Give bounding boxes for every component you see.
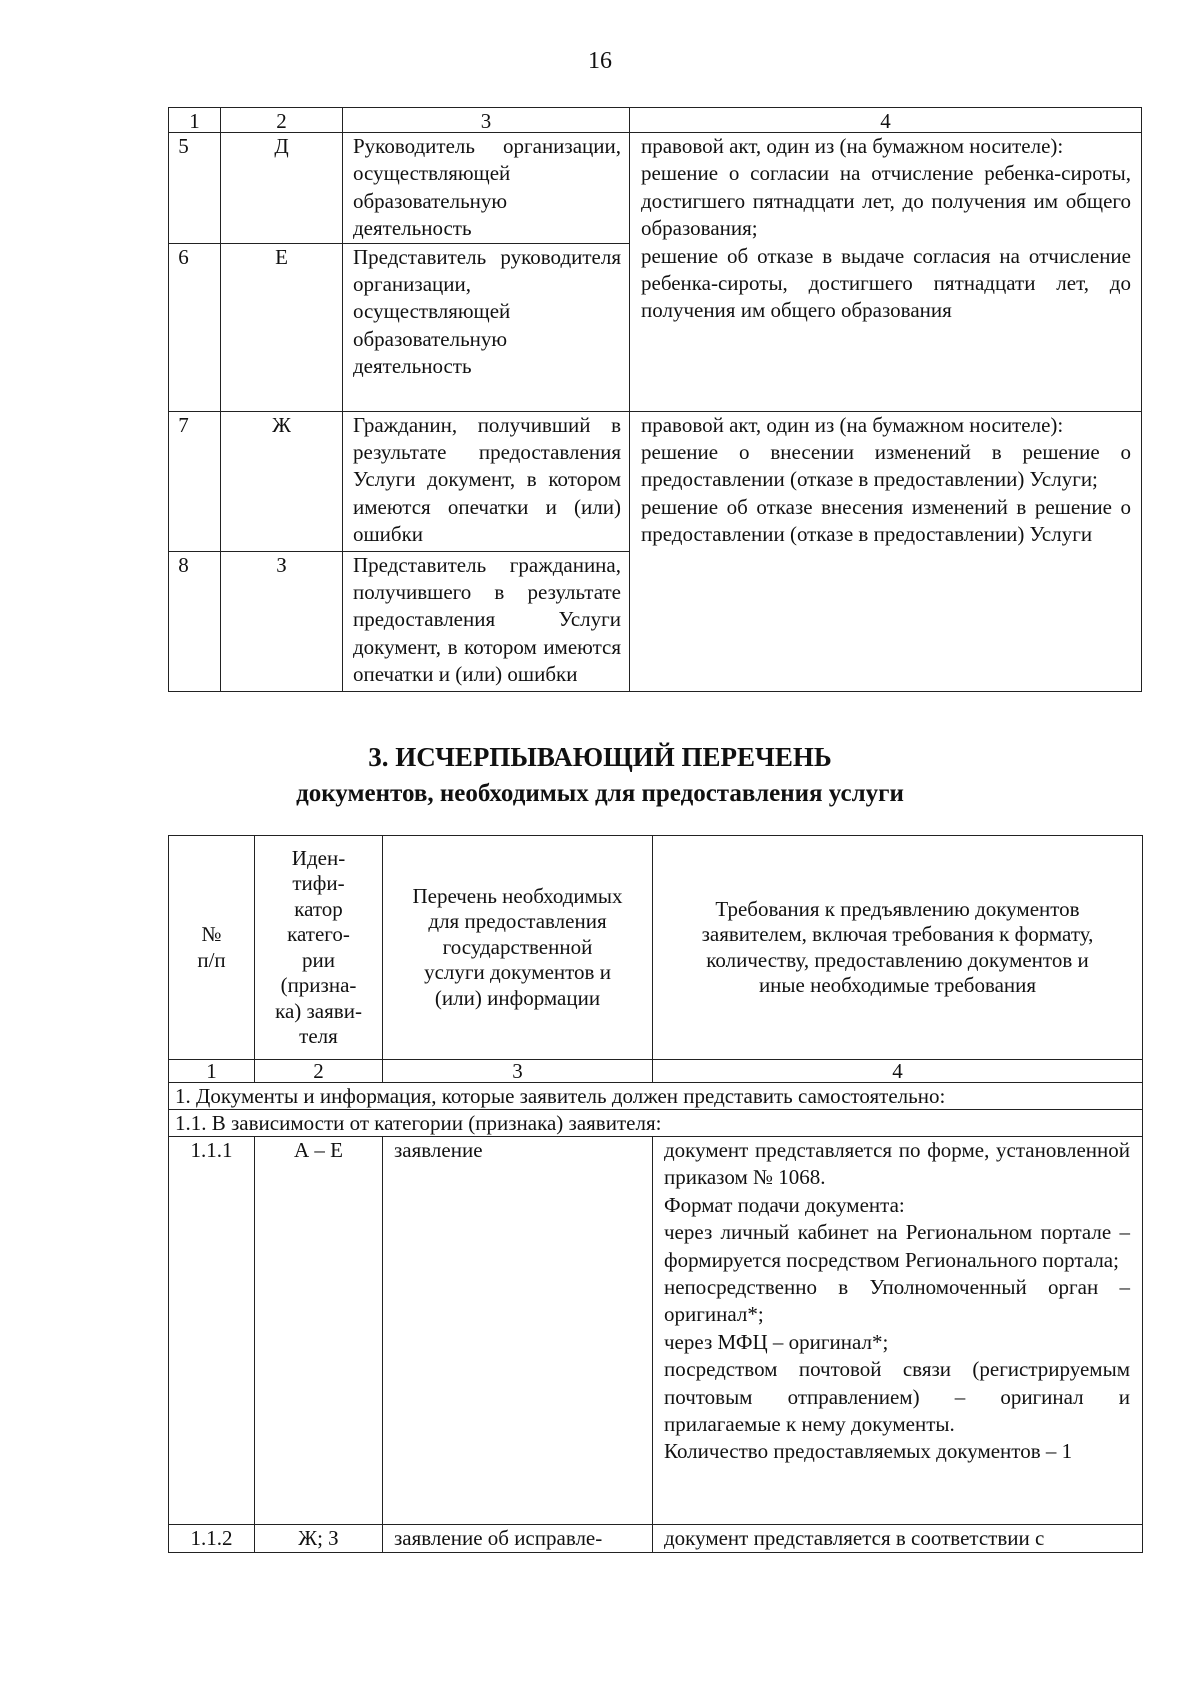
header-line: п/п [197,947,226,972]
document-name: заявление об исправле- [383,1525,653,1553]
docs-line: правовой акт, один из (на бумажном носителе): [641,412,1064,437]
header-requirements-cell [653,836,1143,1060]
row-number: 6 [169,243,221,411]
required-documents-table [168,835,1143,1553]
section-row [169,1083,1143,1110]
header-line: для предоставления [428,909,607,934]
docs-line: решение о внесении изменений в решение о предоставлении (отказе в предоставлении) Услуги; [641,440,1131,492]
column-number: 2 [255,1060,383,1083]
category-description: Представитель руководителя организации, осуществляющей образовательную деятельность [343,243,630,411]
category-description: Гражданин, получивший в результате предоставления Услуги документ, в котором имеются опечатки и (или) ошибки [343,411,630,551]
category-code: Е [221,243,343,411]
header-line: услуги документов и [424,960,611,985]
subsection-row-text: 1.1. В зависимости от категории (признака) заявителя: [169,1110,1143,1137]
column-number: 4 [653,1060,1143,1083]
section-row-text: 1. Документы и информация, которые заявитель должен представить самостоятельно: [169,1083,1143,1110]
column-number: 1 [169,1060,255,1083]
category-code: А – Е [255,1137,383,1525]
requirement-line: непосредственно в Уполномоченный орган – оригинал*; [664,1275,1130,1327]
header-line: № [201,922,222,946]
section-subtitle: документов, необходимых для предоставления услуги [296,780,904,807]
category-code: З [221,551,343,691]
table-header-row [169,836,1143,1060]
header-line: теля [299,1024,338,1048]
category-code: Ж; З [255,1525,383,1553]
subsection-row [169,1110,1143,1137]
table-row [169,1137,1143,1525]
section-title: 3. ИСЧЕРПЫВАЮЩИЙ ПЕРЕЧЕНЬ [368,742,832,772]
category-code: Ж [221,411,343,551]
header-line: катего- [287,922,350,946]
requirement-line: через МФЦ – оригинал*; [664,1329,889,1354]
row-number: 7 [169,411,221,551]
category-description: Руководитель организации, осуществляющей образовательную деятельность [343,133,630,244]
requirement-line: Количество предоставляемых документов – 1 [664,1439,1073,1464]
docs-line: правовой акт, один из (на бумажном носителе): [641,134,1064,158]
table-row [169,411,1142,551]
applicant-categories-table [168,107,1142,692]
requirement-line: посредством почтовой связи (регистрируемым почтовым отправлением) – оригинал и прилагаемые к нему документы. [664,1357,1130,1437]
header-number-cell [169,836,255,1060]
row-number: 8 [169,551,221,691]
result-documents-cell [630,133,1142,412]
category-description: Представитель гражданина, получившего в результате предоставления Услуги документ, в котором имеются опечатки и (или) ошибки [343,551,630,691]
header-line: заявителем, включая требования к формату, [701,922,1094,946]
header-line: Перечень необходимых [412,883,623,908]
header-documents-cell [383,836,653,1060]
column-numbers-row [169,1060,1143,1083]
result-documents-cell [630,411,1142,691]
docs-line: решение о согласии на отчисление ребенка-сироты, достигшего пятнадцати лет, до получения им общего образования; [641,161,1131,241]
category-code: Д [221,133,343,244]
requirements-cell [653,1137,1143,1525]
document-name: заявление [383,1137,653,1525]
header-cell: 4 [630,108,1142,133]
header-line: катор [294,896,343,921]
header-category-cell [255,836,383,1060]
requirement-line: через личный кабинет на Региональном портале – формируется посредством Регионального портала; [664,1220,1130,1272]
requirements-cell [653,1525,1143,1553]
header-line: ка) заяви- [275,998,362,1023]
header-line: тифи- [292,871,345,895]
header-line: Иден- [291,845,346,870]
header-line: иные необходимые требования [758,973,1037,997]
header-line: Требования к предъявлению документов [715,896,1080,921]
header-line: рии [302,947,335,972]
header-line: (или) информации [434,985,601,1010]
header-cell: 2 [221,108,343,133]
header-cell: 3 [343,108,630,133]
docs-line: решение об отказе внесения изменений в решение о предоставлении (отказе в предоставлении) Услуги [641,494,1131,547]
row-number: 1.1.2 [169,1525,255,1553]
page-number: 16 [588,48,612,74]
table-row [169,133,1142,244]
row-number: 5 [169,133,221,244]
requirement-line: документ представляется в соответствии с [664,1526,1045,1550]
column-number: 3 [383,1060,653,1083]
header-cell: 1 [169,108,221,133]
row-number: 1.1.1 [169,1137,255,1525]
requirement-line: Формат подачи документа: [664,1192,905,1217]
header-line: (призна- [280,973,357,997]
table-row [169,1525,1143,1553]
table-header-row [169,108,1142,133]
requirement-line: документ представляется по форме, установленной приказом № 1068. [664,1138,1130,1190]
header-line: государственной [442,934,593,959]
header-line: количеству, предоставлению документов и [706,947,1089,972]
docs-line: решение об отказе в выдаче согласия на отчисление ребенка-сироты, достигшего пятнадцати лет, до получения им общего образования [641,243,1131,323]
